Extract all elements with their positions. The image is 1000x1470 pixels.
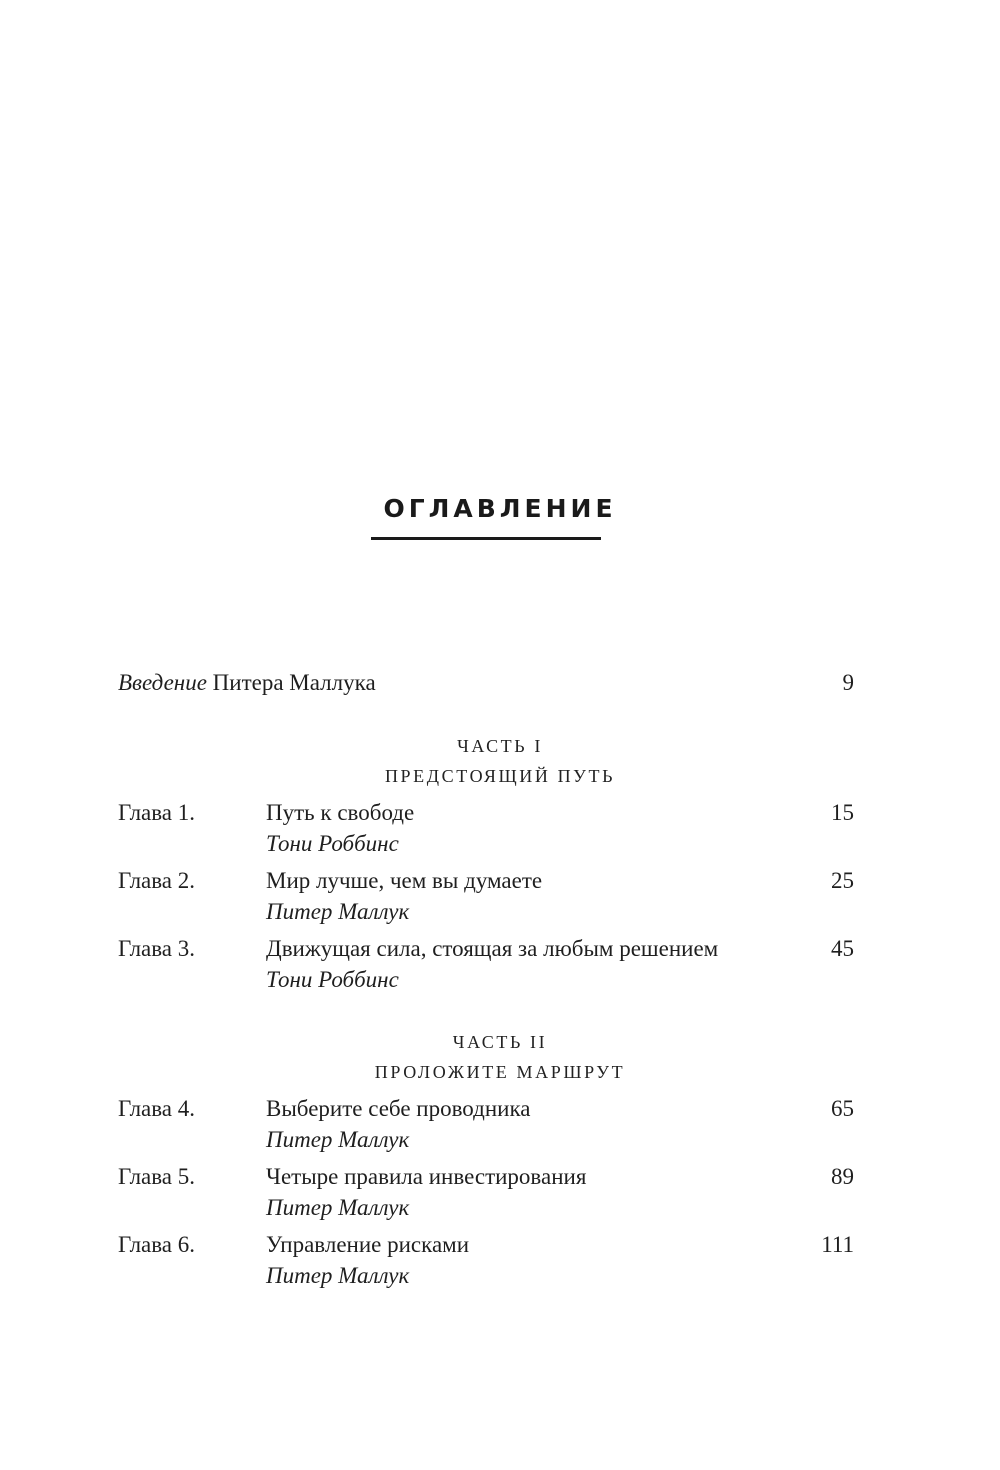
chapter-number: Глава 3. [118, 936, 196, 961]
chapter-author: Питер Маллук [266, 899, 410, 924]
intro-label-italic: Введение [118, 670, 207, 695]
chapter-number: Глава 5. [118, 1164, 196, 1189]
chapter-page-number: 65 [831, 1096, 854, 1121]
part-1-label: ЧАСТЬ I [457, 736, 543, 756]
intro-page-number: 9 [842, 670, 854, 695]
chapter-number: Глава 1. [118, 800, 196, 825]
chapter-author: Питер Маллук [266, 1127, 410, 1152]
chapter-page-number: 45 [831, 936, 854, 961]
chapter-title: Выберите себе проводника [266, 1096, 531, 1121]
title-underline [371, 537, 601, 540]
chapter-author: Тони Роббинс [266, 967, 399, 992]
part-1-title: ПРЕДСТОЯЩИЙ ПУТЬ [384, 766, 616, 786]
chapter-page-number: 25 [831, 868, 854, 893]
intro-label-rest: Питера Маллука [206, 670, 376, 695]
intro-label [118, 668, 376, 698]
chapter-page-number: 111 [821, 1232, 854, 1257]
chapter-author: Питер Маллук [266, 1263, 410, 1288]
chapter-number: Глава 2. [118, 868, 196, 893]
chapter-title: Четыре правила инвестирования [266, 1164, 587, 1189]
page-title: ОГЛАВЛЕНИЕ [383, 494, 617, 523]
part-2-title: ПРОЛОЖИТЕ МАРШРУТ [374, 1062, 626, 1082]
chapter-page-number: 15 [831, 800, 854, 825]
chapter-page-number: 89 [831, 1164, 854, 1189]
chapter-title: Движущая сила, стоящая за любым решением [266, 936, 719, 961]
chapter-author: Питер Маллук [266, 1195, 410, 1220]
chapter-title: Управление рисками [266, 1232, 470, 1257]
chapter-number: Глава 6. [118, 1232, 196, 1257]
chapter-author: Тони Роббинс [266, 831, 399, 856]
chapter-title: Путь к свободе [266, 800, 415, 825]
chapter-number: Глава 4. [118, 1096, 196, 1121]
chapter-title: Мир лучше, чем вы думаете [266, 868, 543, 893]
part-2-label: ЧАСТЬ II [452, 1032, 548, 1052]
